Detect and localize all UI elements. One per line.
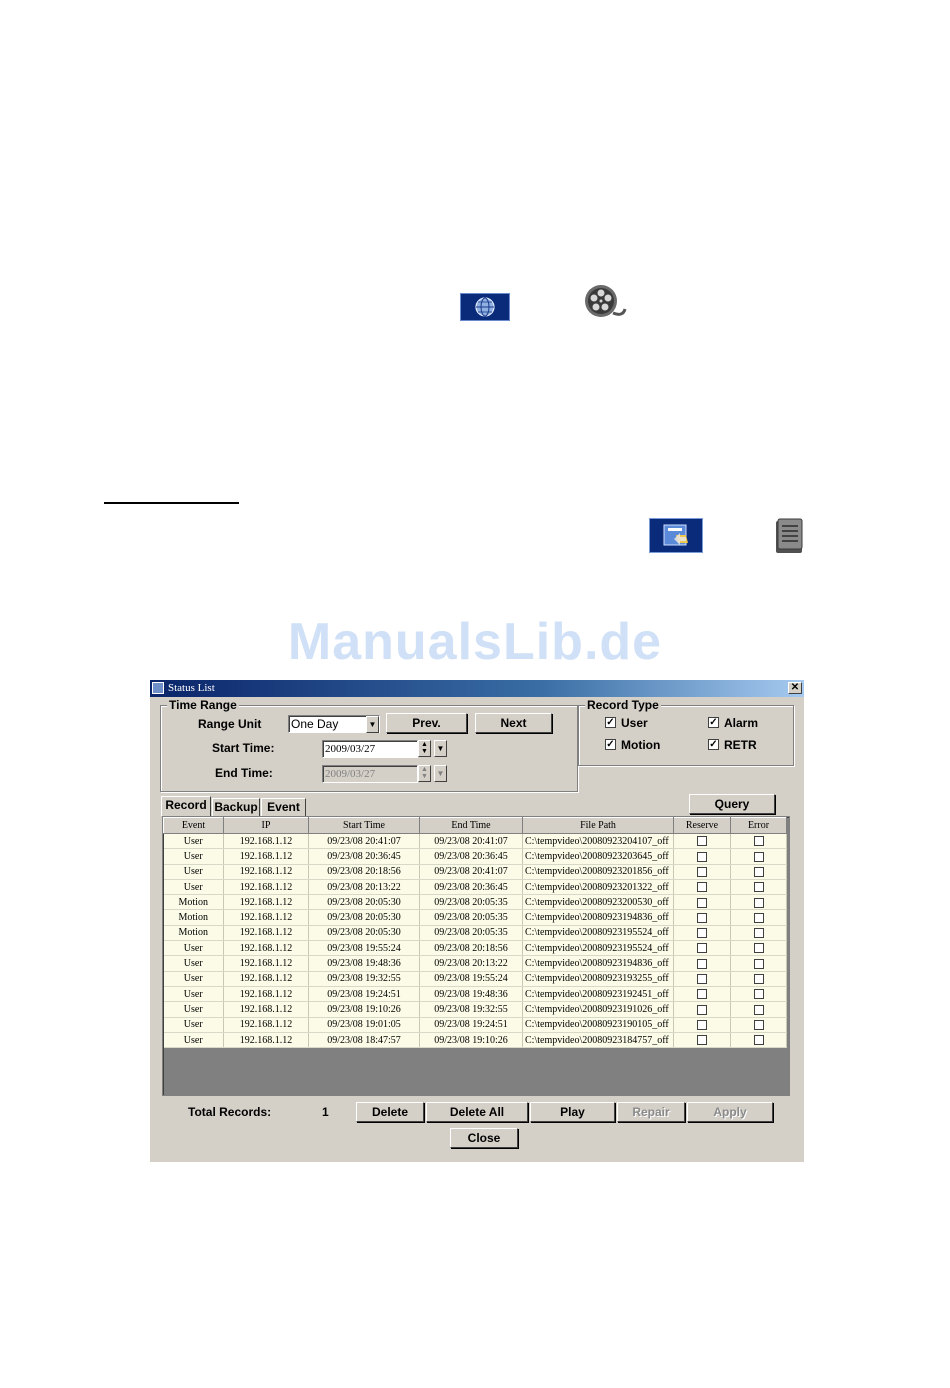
cell-reserve: [674, 1032, 731, 1047]
table-row[interactable]: [164, 986, 787, 1001]
column-header-start-time[interactable]: Start Time: [309, 818, 420, 834]
cell-end-time: 09/23/08 20:05:35: [420, 910, 523, 925]
cell-reserve: [674, 971, 731, 986]
user-checkbox-label: User: [621, 716, 648, 730]
reserve-checkbox[interactable]: [697, 1005, 707, 1015]
end-time-input: 2009/03/27: [322, 765, 418, 783]
cell-end-time: 09/23/08 19:32:55: [420, 1002, 523, 1017]
cell-event: User: [164, 1032, 224, 1047]
start-time-input[interactable]: 2009/03/27: [322, 740, 418, 758]
cell-ip: 192.168.1.12: [224, 1017, 309, 1032]
error-checkbox[interactable]: [754, 959, 764, 969]
cell-event: User: [164, 879, 224, 894]
cell-ip: 192.168.1.12: [224, 971, 309, 986]
cell-reserve: [674, 1002, 731, 1017]
repair-button: Repair: [617, 1102, 685, 1122]
cell-ip: 192.168.1.12: [224, 986, 309, 1001]
delete-button[interactable]: Delete: [356, 1102, 424, 1122]
cell-start-time: 09/23/08 20:05:30: [309, 925, 420, 940]
cell-reserve: [674, 956, 731, 971]
record-type-legend: Record Type: [587, 698, 659, 712]
total-records-value: 1: [322, 1105, 329, 1119]
table-row[interactable]: [164, 925, 787, 940]
motion-checkbox-label: Motion: [621, 738, 661, 752]
error-checkbox[interactable]: [754, 1020, 764, 1030]
cell-end-time: 09/23/08 19:55:24: [420, 971, 523, 986]
cell-reserve: [674, 925, 731, 940]
watermark: ManualsLib.de: [287, 613, 663, 671]
end-time-label: End Time:: [215, 766, 273, 780]
delete-all-button[interactable]: Delete All: [426, 1102, 528, 1122]
document-icon: [772, 518, 806, 554]
reserve-checkbox[interactable]: [697, 943, 707, 953]
cell-start-time: 09/23/08 20:13:22: [309, 879, 420, 894]
prev-button[interactable]: Prev.: [386, 713, 467, 733]
retr-checkbox-label: RETR: [724, 738, 757, 752]
user-checkbox[interactable]: ✓: [606, 717, 615, 728]
table-row[interactable]: [164, 1017, 787, 1032]
reserve-checkbox[interactable]: [697, 974, 707, 984]
cell-event: User: [164, 986, 224, 1001]
cell-event: User: [164, 834, 224, 849]
apply-button: Apply: [687, 1102, 773, 1122]
cell-start-time: 09/23/08 19:32:55: [309, 971, 420, 986]
end-time-spinner: ▲ ▼: [418, 765, 431, 782]
error-checkbox[interactable]: [754, 1035, 764, 1045]
cell-reserve: [674, 864, 731, 879]
globe-network-icon: [460, 293, 510, 321]
column-header-file-path[interactable]: File Path: [523, 818, 674, 834]
cell-end-time: 09/23/08 19:48:36: [420, 986, 523, 1001]
cell-error: [731, 925, 787, 940]
table-row[interactable]: [164, 1002, 787, 1017]
cell-end-time: 09/23/08 19:10:26: [420, 1032, 523, 1047]
column-header-error[interactable]: Error: [731, 818, 787, 834]
play-button[interactable]: Play: [530, 1102, 615, 1122]
time-range-legend: Time Range: [169, 698, 237, 712]
query-button[interactable]: Query: [689, 794, 775, 814]
cell-ip: 192.168.1.12: [224, 910, 309, 925]
cell-file-path: C:\tempvideo\20080923192451_off: [523, 986, 674, 1001]
record-table: [163, 817, 787, 1048]
error-checkbox[interactable]: [754, 1005, 764, 1015]
chevron-down-icon[interactable]: ▼: [366, 716, 379, 733]
cell-file-path: C:\tempvideo\20080923194836_off: [523, 956, 674, 971]
cell-error: [731, 834, 787, 849]
cell-file-path: C:\tempvideo\20080923190105_off: [523, 1017, 674, 1032]
end-time-dropdown-icon: ▼: [434, 765, 447, 782]
cell-error: [731, 1032, 787, 1047]
cell-event: User: [164, 1002, 224, 1017]
table-row[interactable]: [164, 941, 787, 956]
table-row[interactable]: [164, 971, 787, 986]
reserve-checkbox[interactable]: [697, 882, 707, 892]
cell-reserve: [674, 849, 731, 864]
cell-start-time: 09/23/08 20:18:56: [309, 864, 420, 879]
error-checkbox[interactable]: [754, 943, 764, 953]
column-header-ip[interactable]: IP: [224, 818, 309, 834]
reserve-checkbox[interactable]: [697, 836, 707, 846]
cell-file-path: C:\tempvideo\20080923204107_off: [523, 834, 674, 849]
cell-file-path: C:\tempvideo\20080923195524_off: [523, 941, 674, 956]
cell-file-path: C:\tempvideo\20080923203645_off: [523, 849, 674, 864]
cell-start-time: 09/23/08 20:05:30: [309, 895, 420, 910]
alarm-checkbox[interactable]: ✓: [709, 717, 718, 728]
cell-error: [731, 956, 787, 971]
cell-start-time: 09/23/08 19:10:26: [309, 1002, 420, 1017]
close-button[interactable]: Close: [450, 1128, 518, 1148]
cell-ip: 192.168.1.12: [224, 864, 309, 879]
cell-reserve: [674, 834, 731, 849]
cell-file-path: C:\tempvideo\20080923195524_off: [523, 925, 674, 940]
cell-start-time: 09/23/08 19:55:24: [309, 941, 420, 956]
cell-event: User: [164, 941, 224, 956]
close-window-button[interactable]: ✕: [788, 682, 802, 694]
cell-end-time: 09/23/08 20:41:07: [420, 834, 523, 849]
start-time-spinner[interactable]: ▲ ▼: [418, 740, 431, 757]
cell-end-time: 09/23/08 20:36:45: [420, 879, 523, 894]
table-row[interactable]: [164, 864, 787, 879]
cell-ip: 192.168.1.12: [224, 925, 309, 940]
total-records-label: Total Records:: [188, 1105, 272, 1119]
cell-end-time: 09/23/08 20:05:35: [420, 925, 523, 940]
cell-file-path: C:\tempvideo\20080923184757_off: [523, 1032, 674, 1047]
tab-event[interactable]: Event: [261, 798, 306, 816]
tab-backup[interactable]: Backup: [212, 798, 260, 816]
underline-rule: [104, 502, 239, 504]
cell-event: User: [164, 956, 224, 971]
cell-start-time: 09/23/08 18:47:57: [309, 1032, 420, 1047]
table-row[interactable]: [164, 849, 787, 864]
start-time-dropdown-icon[interactable]: ▼: [434, 740, 447, 757]
reserve-checkbox[interactable]: [697, 1020, 707, 1030]
film-reel-icon: [583, 283, 627, 323]
reserve-checkbox[interactable]: [697, 989, 707, 999]
cell-end-time: 09/23/08 20:41:07: [420, 864, 523, 879]
table-row[interactable]: [164, 910, 787, 925]
column-header-end-time[interactable]: End Time: [420, 818, 523, 834]
reserve-checkbox[interactable]: [697, 867, 707, 877]
cell-start-time: 09/23/08 20:05:30: [309, 910, 420, 925]
cell-file-path: C:\tempvideo\20080923193255_off: [523, 971, 674, 986]
error-checkbox[interactable]: [754, 898, 764, 908]
cell-error: [731, 910, 787, 925]
window-title: Status List: [168, 682, 215, 694]
error-checkbox[interactable]: [754, 913, 764, 923]
retr-checkbox[interactable]: ✓: [709, 739, 718, 750]
error-checkbox[interactable]: [754, 974, 764, 984]
cell-ip: 192.168.1.12: [224, 849, 309, 864]
error-checkbox[interactable]: [754, 852, 764, 862]
cell-file-path: C:\tempvideo\20080923191026_off: [523, 1002, 674, 1017]
cell-error: [731, 1017, 787, 1032]
table-row[interactable]: [164, 879, 787, 894]
cell-end-time: 09/23/08 19:24:51: [420, 1017, 523, 1032]
cell-end-time: 09/23/08 20:05:35: [420, 895, 523, 910]
cell-error: [731, 941, 787, 956]
cell-ip: 192.168.1.12: [224, 941, 309, 956]
alarm-checkbox-label: Alarm: [724, 716, 759, 730]
table-row[interactable]: [164, 956, 787, 971]
app-icon: [152, 682, 164, 694]
cell-event: User: [164, 849, 224, 864]
cell-end-time: 09/23/08 20:18:56: [420, 941, 523, 956]
cell-start-time: 09/23/08 20:36:45: [309, 849, 420, 864]
cell-reserve: [674, 895, 731, 910]
cell-start-time: 09/23/08 19:24:51: [309, 986, 420, 1001]
table-header-row: [164, 818, 787, 834]
cell-start-time: 09/23/08 19:01:05: [309, 1017, 420, 1032]
table-row[interactable]: [164, 834, 787, 849]
range-unit-select[interactable]: One Day: [288, 715, 380, 733]
reserve-checkbox[interactable]: [697, 913, 707, 923]
next-button[interactable]: Next: [475, 713, 552, 733]
record-table-area: [162, 816, 790, 1096]
cell-reserve: [674, 1017, 731, 1032]
motion-checkbox[interactable]: ✓: [606, 739, 615, 750]
cell-file-path: C:\tempvideo\20080923201322_off: [523, 879, 674, 894]
cell-file-path: C:\tempvideo\20080923201856_off: [523, 864, 674, 879]
cell-event: User: [164, 971, 224, 986]
tab-record[interactable]: Record: [161, 796, 211, 816]
cell-error: [731, 864, 787, 879]
cell-error: [731, 986, 787, 1001]
cell-event: Motion: [164, 925, 224, 940]
reserve-checkbox[interactable]: [697, 852, 707, 862]
range-unit-label: Range Unit: [198, 717, 262, 731]
table-row[interactable]: [164, 1032, 787, 1047]
cell-end-time: 09/23/08 20:13:22: [420, 956, 523, 971]
cell-start-time: 09/23/08 20:41:07: [309, 834, 420, 849]
cell-error: [731, 971, 787, 986]
cell-end-time: 09/23/08 20:36:45: [420, 849, 523, 864]
error-checkbox[interactable]: [754, 928, 764, 938]
reserve-checkbox[interactable]: [697, 928, 707, 938]
cell-error: [731, 849, 787, 864]
cell-error: [731, 879, 787, 894]
cell-reserve: [674, 941, 731, 956]
cell-event: Motion: [164, 910, 224, 925]
error-checkbox[interactable]: [754, 836, 764, 846]
cell-ip: 192.168.1.12: [224, 895, 309, 910]
cell-reserve: [674, 879, 731, 894]
status-list-window: [150, 680, 804, 1162]
table-row[interactable]: [164, 895, 787, 910]
cell-ip: 192.168.1.12: [224, 1032, 309, 1047]
record-type-group: [578, 698, 794, 766]
cell-start-time: 09/23/08 19:48:36: [309, 956, 420, 971]
title-bar[interactable]: [150, 680, 804, 697]
column-header-event[interactable]: Event: [164, 818, 224, 834]
cell-ip: 192.168.1.12: [224, 1002, 309, 1017]
cell-ip: 192.168.1.12: [224, 834, 309, 849]
cell-reserve: [674, 986, 731, 1001]
error-checkbox[interactable]: [754, 867, 764, 877]
cell-reserve: [674, 910, 731, 925]
cell-file-path: C:\tempvideo\20080923194836_off: [523, 910, 674, 925]
folder-calendar-icon: [649, 518, 703, 553]
column-header-reserve[interactable]: Reserve: [674, 818, 731, 834]
start-time-label: Start Time:: [212, 741, 275, 755]
cell-error: [731, 1002, 787, 1017]
cell-error: [731, 895, 787, 910]
cell-ip: 192.168.1.12: [224, 956, 309, 971]
error-checkbox[interactable]: [754, 882, 764, 892]
cell-event: Motion: [164, 895, 224, 910]
reserve-checkbox[interactable]: [697, 1035, 707, 1045]
reserve-checkbox[interactable]: [697, 898, 707, 908]
reserve-checkbox[interactable]: [697, 959, 707, 969]
cell-event: User: [164, 1017, 224, 1032]
cell-file-path: C:\tempvideo\20080923200530_off: [523, 895, 674, 910]
error-checkbox[interactable]: [754, 989, 764, 999]
cell-event: User: [164, 864, 224, 879]
cell-ip: 192.168.1.12: [224, 879, 309, 894]
